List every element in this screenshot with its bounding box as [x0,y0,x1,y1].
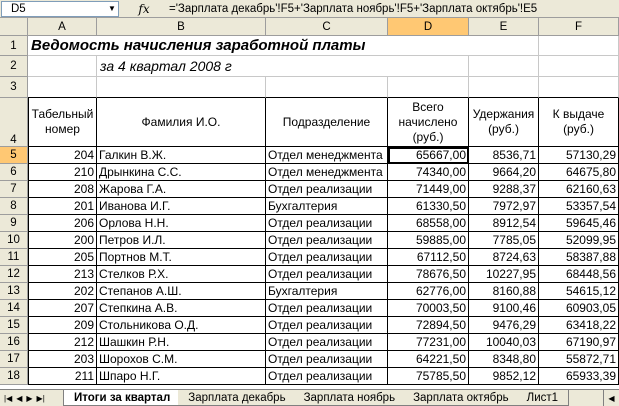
table-cell[interactable]: Шашкин Р.Н. [97,334,266,351]
table-cell[interactable]: Петров И.Л. [97,232,266,249]
tab-noyabr[interactable]: Зарплата ноябрь [294,390,407,406]
prev-sheet-icon[interactable]: ◀ [16,393,23,403]
row-header-9[interactable]: 9 [0,215,28,232]
table-cell[interactable]: 208 [28,181,97,198]
chevron-down-icon[interactable]: ▼ [108,4,116,13]
table-cell[interactable]: 212 [28,334,97,351]
row-header-12[interactable]: 12 [0,266,28,283]
row-header-4[interactable]: 4 [0,98,28,147]
cell[interactable] [97,77,266,98]
table-cell[interactable]: 75785,50 [388,368,469,385]
table-cell[interactable]: 210 [28,164,97,181]
table-cell[interactable]: 60903,05 [539,300,619,317]
column-title-b: Фамилия И.О. [97,98,266,147]
row-header-5[interactable]: 5 [0,147,28,164]
active-cell-d5[interactable]: 65667,00 [388,147,469,164]
table-cell[interactable]: 65933,39 [539,368,619,385]
name-box-value: D5 [11,2,26,15]
table-cell[interactable]: Портнов М.Т. [97,249,266,266]
cell[interactable] [28,56,97,77]
table-cell[interactable]: 9476,29 [469,317,539,334]
table-cell[interactable]: 59885,00 [388,232,469,249]
table-cell[interactable]: Отдел реализации [266,300,388,317]
table-cell[interactable]: 9100,46 [469,300,539,317]
column-title-a: Табельный номер [28,98,97,147]
table-cell[interactable]: 62776,00 [388,283,469,300]
table-cell[interactable]: Отдел реализации [266,249,388,266]
table-cell[interactable]: Отдел реализации [266,334,388,351]
row-header-14[interactable]: 14 [0,300,28,317]
table-cell[interactable]: 207 [28,300,97,317]
table-cell[interactable]: 70003,50 [388,300,469,317]
table-cell[interactable]: Отдел реализации [266,317,388,334]
fx-icon[interactable]: fx [138,1,150,16]
table-cell[interactable]: 62160,63 [539,181,619,198]
table-cell[interactable]: Шпаро Н.Г. [97,368,266,385]
table-cell[interactable]: 72894,50 [388,317,469,334]
table-cell[interactable]: 202 [28,283,97,300]
column-title-d: Всего начислено (руб.) [388,98,469,147]
tab-navigation [0,390,66,406]
table-cell[interactable]: 64221,50 [388,351,469,368]
sheet-tab-bar [0,389,619,406]
table-cell[interactable]: 64675,80 [539,164,619,181]
table-cell[interactable]: 54615,12 [539,283,619,300]
tab-scroll-icon[interactable]: ◀ [603,390,619,406]
cell[interactable] [469,56,539,77]
name-box[interactable] [1,1,119,17]
table-cell[interactable]: 8912,54 [469,215,539,232]
table-cell[interactable]: 211 [28,368,97,385]
tab-oktyabr[interactable]: Зарплата октябрь [403,390,520,406]
row-header-15[interactable]: 15 [0,317,28,334]
row-header-6[interactable]: 6 [0,164,28,181]
table-cell[interactable]: 7972,97 [469,198,539,215]
cell[interactable] [266,77,388,98]
column-title-f: К выдаче (руб.) [539,98,619,147]
table-cell[interactable]: Отдел реализации [266,266,388,283]
table-cell[interactable]: Отдел менеджмента [266,147,388,164]
table-cell[interactable]: 204 [28,147,97,164]
row-header-8[interactable]: 8 [0,198,28,215]
cell[interactable] [539,77,619,98]
sheet-title: Ведомость начисления заработной платы [29,36,469,55]
table-cell[interactable]: Отдел реализации [266,215,388,232]
formula-bar [0,0,619,18]
cell[interactable] [539,56,619,77]
table-cell[interactable]: 63418,22 [539,317,619,334]
row-header-13[interactable]: 13 [0,283,28,300]
cell[interactable] [388,77,469,98]
table-cell[interactable]: 53357,54 [539,198,619,215]
last-sheet-icon[interactable]: ▶| [36,393,45,403]
column-header-c[interactable]: C [266,18,388,36]
table-cell[interactable]: 68448,56 [539,266,619,283]
tab-dekabr[interactable]: Зарплата декабрь [178,390,296,406]
table-cell[interactable]: 58387,88 [539,249,619,266]
row-header-1[interactable]: 1 [0,36,28,56]
row-header-18[interactable]: 18 [0,368,28,385]
table-cell[interactable]: Степанов А.Ш. [97,283,266,300]
select-all-corner[interactable] [0,18,28,36]
table-cell[interactable]: 55872,71 [539,351,619,368]
table-cell[interactable]: 78676,50 [388,266,469,283]
table-cell[interactable]: 10040,03 [469,334,539,351]
table-cell[interactable]: 74340,00 [388,164,469,181]
table-cell[interactable]: 68558,00 [388,215,469,232]
row-header-3[interactable]: 3 [0,77,28,98]
table-cell[interactable]: Бухгалтерия [266,283,388,300]
column-header-d[interactable]: D [388,18,469,36]
table-cell[interactable]: 57130,29 [539,147,619,164]
table-cell[interactable]: Дрынкина С.С. [97,164,266,181]
table-cell[interactable]: Шорохов С.М. [97,351,266,368]
column-header-e[interactable]: E [469,18,539,36]
row-header-16[interactable]: 16 [0,334,28,351]
table-cell[interactable]: 8348,80 [469,351,539,368]
table-cell[interactable]: Жарова Г.А. [97,181,266,198]
table-cell[interactable]: 77231,00 [388,334,469,351]
table-cell[interactable]: Отдел реализации [266,181,388,198]
table-cell[interactable]: 200 [28,232,97,249]
table-cell[interactable]: 9664,20 [469,164,539,181]
table-cell[interactable]: 8724,63 [469,249,539,266]
row-header-17[interactable]: 17 [0,351,28,368]
tab-itogi[interactable]: Итоги за квартал [63,390,181,406]
table-cell[interactable]: 59645,46 [539,215,619,232]
table-cell[interactable]: 8160,88 [469,283,539,300]
table-cell[interactable]: 206 [28,215,97,232]
table-cell[interactable]: Отдел реализации [266,232,388,249]
column-title-c: Подразделение [266,98,388,147]
table-cell[interactable]: 71449,00 [388,181,469,198]
table-cell[interactable]: Орлова Н.Н. [97,215,266,232]
table-cell[interactable]: Отдел реализации [266,368,388,385]
table-cell[interactable]: Отдел менеджмента [266,164,388,181]
row-header-2[interactable]: 2 [0,56,28,77]
cell[interactable] [388,56,469,77]
tab-list1[interactable]: Лист1 [517,390,569,406]
sheet-subtitle: за 4 квартал 2008 г [98,56,388,76]
cell[interactable] [469,77,539,98]
table-cell[interactable]: 205 [28,249,97,266]
table-cell[interactable]: Стольникова О.Д. [97,317,266,334]
column-header-a[interactable]: A [28,18,97,36]
next-sheet-icon[interactable]: ▶ [26,393,33,403]
table-cell[interactable]: 67190,97 [539,334,619,351]
table-cell[interactable]: 203 [28,351,97,368]
table-cell[interactable]: 10227,95 [469,266,539,283]
row-header-7[interactable]: 7 [0,181,28,198]
table-cell[interactable]: 67112,50 [388,249,469,266]
table-cell[interactable]: 8536,71 [469,147,539,164]
table-cell[interactable]: 9852,12 [469,368,539,385]
table-cell[interactable]: Иванова И.Г. [97,198,266,215]
cell[interactable] [469,36,539,56]
table-cell[interactable]: 52099,95 [539,232,619,249]
table-cell[interactable]: Галкин В.Ж. [97,147,266,164]
table-cell[interactable]: Стелков Р.Х. [97,266,266,283]
table-cell[interactable]: Бухгалтерия [266,198,388,215]
column-title-e: Удержания (руб.) [469,98,539,147]
table-cell[interactable]: Степкина А.В. [97,300,266,317]
table-cell[interactable]: 201 [28,198,97,215]
table-cell[interactable]: Отдел реализации [266,351,388,368]
table-cell[interactable]: 9288,37 [469,181,539,198]
table-cell[interactable]: 209 [28,317,97,334]
table-cell[interactable]: 213 [28,266,97,283]
row-header-11[interactable]: 11 [0,249,28,266]
cell[interactable] [28,77,97,98]
column-header-f[interactable]: F [539,18,619,36]
table-cell[interactable]: 61330,50 [388,198,469,215]
table-cell[interactable]: 7785,05 [469,232,539,249]
first-sheet-icon[interactable]: |◀ [4,393,13,403]
row-header-10[interactable]: 10 [0,232,28,249]
formula-input[interactable]: ='Зарплата декабрь'!F5+'Зарплата ноябрь'!F5+'Зарплата октябрь'!E5 [169,2,538,15]
column-header-b[interactable]: B [97,18,266,36]
cell[interactable] [539,36,619,56]
